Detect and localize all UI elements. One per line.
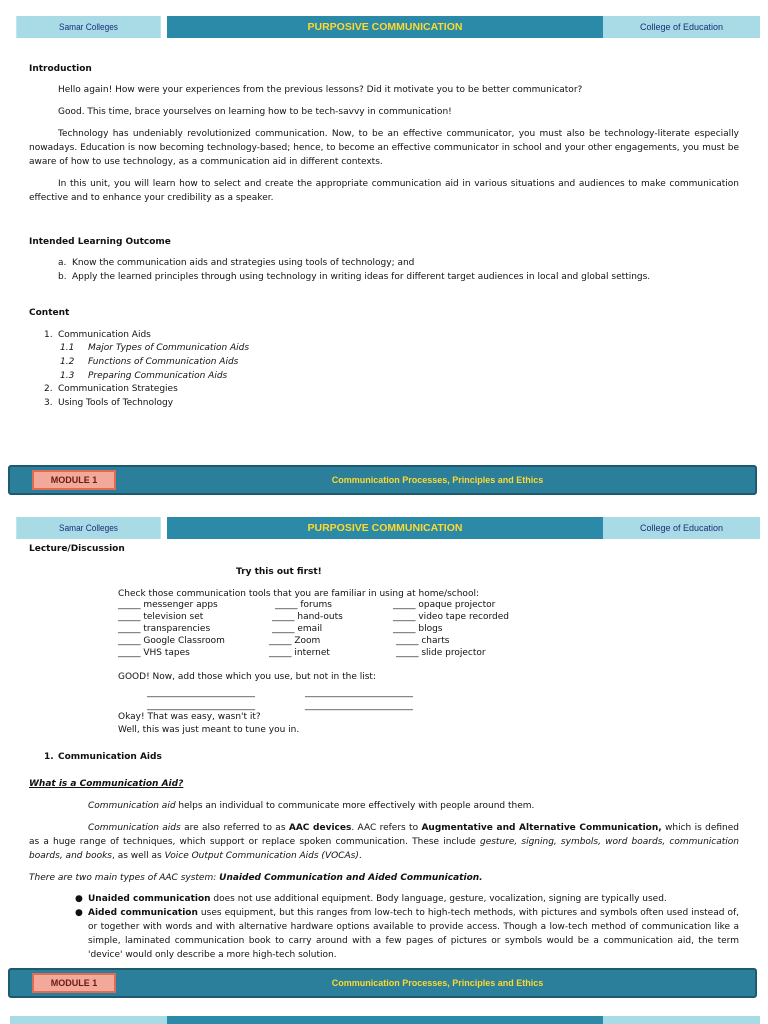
checklist-item: _____ slide projector (396, 648, 486, 658)
content-item: Communication Aids (58, 330, 151, 340)
good-line: GOOD! Now, add those which you use, but not in the list: (118, 672, 376, 682)
page-header (10, 16, 760, 38)
checklist-item: _____ opaque projector (393, 600, 496, 610)
content-item: Functions of Communication Aids (88, 357, 239, 367)
intro-paragraph-4: In this unit, you will learn how to select and create the appropriate communication aid in various situations and audiences to make communication effective and to enhance your credibility as a speaker. (29, 179, 739, 203)
page-header (10, 517, 760, 539)
checklist-item: _____ charts (396, 636, 450, 646)
content-item: Using Tools of Technology (58, 398, 174, 408)
definition-line (88, 799, 534, 813)
header-course: PURPOSIVE COMMUNICATION (167, 16, 603, 38)
checklist-item: _____ VHS tapes (118, 648, 190, 658)
ilo-marker-b: b. (58, 272, 67, 282)
blank-line: ________________________ (305, 688, 413, 698)
aac-span: , as well as (111, 851, 165, 861)
blank-line: ________________________ (147, 688, 255, 698)
module-badge: MODULE 1 (32, 470, 116, 490)
aac-span: . (358, 851, 362, 861)
checklist-item: _____ messenger apps (118, 600, 218, 610)
content-marker: 1. (44, 330, 53, 340)
header-college: College of Education (603, 517, 760, 539)
checklist-item: _____ forums (275, 600, 332, 610)
aac-span: Communication aids (88, 823, 181, 833)
page-footer (8, 465, 757, 495)
blank-line: ________________________ (147, 701, 255, 711)
what-is-heading: What is a Communication Aid? (29, 779, 184, 789)
aided-term: Aided communication (88, 908, 198, 918)
two-types-names: Unaided Communication and Aided Communication. (219, 873, 483, 883)
content-marker: 3. (44, 398, 53, 408)
checklist-item: _____ transparencies (118, 624, 211, 634)
try-title: Try this out first! (236, 567, 322, 577)
check-intro: Check those communication tools that you are familiar in using at home/school: (118, 589, 479, 599)
unaided-term: Unaided communication (88, 894, 211, 904)
checklist-item: _____ video tape recorded (393, 612, 509, 622)
bullet-icon: ● (75, 894, 83, 904)
header-course: PURPOSIVE COMMUNICATION (167, 517, 603, 539)
two-types-line (29, 871, 483, 885)
content-marker: 2. (44, 384, 53, 394)
checklist-item: _____ television set (118, 612, 204, 622)
aac-span: . AAC refers to (351, 823, 422, 833)
checklist-item: _____ Zoom (269, 636, 321, 646)
content-marker: 1.3 (60, 371, 75, 381)
aac-span: which is defined as a huge range of techniques, which support or replace spoken communication. These include (29, 823, 740, 847)
aac-span: are also referred to as (180, 823, 289, 833)
aac-span: Voice Output Communication Aids (VOCAs) (164, 851, 359, 861)
module-badge: MODULE 1 (32, 973, 116, 993)
unaided-text: does not use additional equipment. Body language, gesture, vocalization, signing are typically used. (210, 894, 667, 904)
content-item: Preparing Communication Aids (88, 371, 228, 381)
module-title: Communication Processes, Principles and Ethics (331, 978, 544, 988)
module-title: Communication Processes, Principles and Ethics (331, 475, 544, 485)
checklist-item: _____ blogs (393, 624, 443, 634)
intro-heading: Introduction (29, 64, 92, 74)
checklist-item: _____ Google Classroom (118, 636, 225, 646)
aided-item (88, 906, 739, 962)
blank-line: ________________________ (305, 701, 413, 711)
aided-text: uses equipment, but this ranges from low-tech to high-tech methods, with pictures and symbols often used instead of, or together with words and with alternative hardware options available to provide access. Though a low-tech method of communication like a simple, laminated communication book to carry around with a few pages of pictures or symbols would be a communication aid, the term 'device' would only describe a more high-tech solution. (88, 908, 740, 960)
aac-span: Augmentative and Alternative Communication, (421, 823, 662, 833)
aac-paragraph (29, 821, 739, 863)
intro-paragraph-2: Good. This time, brace yourselves on learning how to be tech-savvy in communication! (58, 107, 452, 117)
header-school: Samar Colleges (16, 16, 160, 38)
aac-span: AAC devices (288, 823, 352, 833)
bullet-icon: ● (75, 908, 83, 918)
next-page-header-edge (10, 1016, 760, 1024)
content-heading: Content (29, 308, 70, 318)
intro-paragraph-1: Hello again! How were your experiences from the previous lessons? Did it motivate you to be better communicator? (58, 85, 583, 95)
checklist-item: _____ hand-outs (272, 612, 343, 622)
okay-line: Okay! That was easy, wasn't it? (118, 712, 261, 722)
header-college: College of Education (603, 16, 760, 38)
two-types-lead: There are two main types of AAC system: (29, 873, 220, 883)
well-line: Well, this was just meant to tune you in. (118, 725, 300, 735)
ilo-heading: Intended Learning Outcome (29, 237, 171, 247)
header-school: Samar Colleges (16, 517, 160, 539)
unaided-item (88, 892, 667, 906)
definition-text: helps an individual to communicate more effectively with people around them. (175, 801, 535, 811)
intro-paragraph-3: Technology has undeniably revolutionized communication. Now, to be an effective communicator, you must also be technology-literate especially nowadays. Education is now becoming technology-based; hence, to become an effective communicator in school and your other engagements, you must be aware of how to use technology, as a communication aid in different contexts. (29, 129, 739, 167)
section-heading: Communication Aids (58, 752, 162, 762)
section-marker: 1. (44, 752, 54, 762)
checklist-item: _____ email (272, 624, 323, 634)
ilo-item-b: Apply the learned principles through using technology in writing ideas for different target audiences in local and global settings. (72, 272, 651, 282)
content-item: Major Types of Communication Aids (88, 343, 250, 353)
ilo-item-a: Know the communication aids and strategies using tools of technology; and (72, 258, 415, 268)
content-marker: 1.2 (60, 357, 75, 367)
lecture-heading: Lecture/Discussion (29, 544, 125, 554)
checklist-item: _____ internet (269, 648, 330, 658)
page-footer (8, 968, 757, 998)
aac-span: gesture, signing, symbols, word boards, communication boards, and books (29, 837, 739, 861)
content-marker: 1.1 (60, 343, 75, 353)
definition-term: Communication aid (88, 801, 176, 811)
ilo-marker-a: a. (58, 258, 67, 268)
content-item: Communication Strategies (58, 384, 178, 394)
